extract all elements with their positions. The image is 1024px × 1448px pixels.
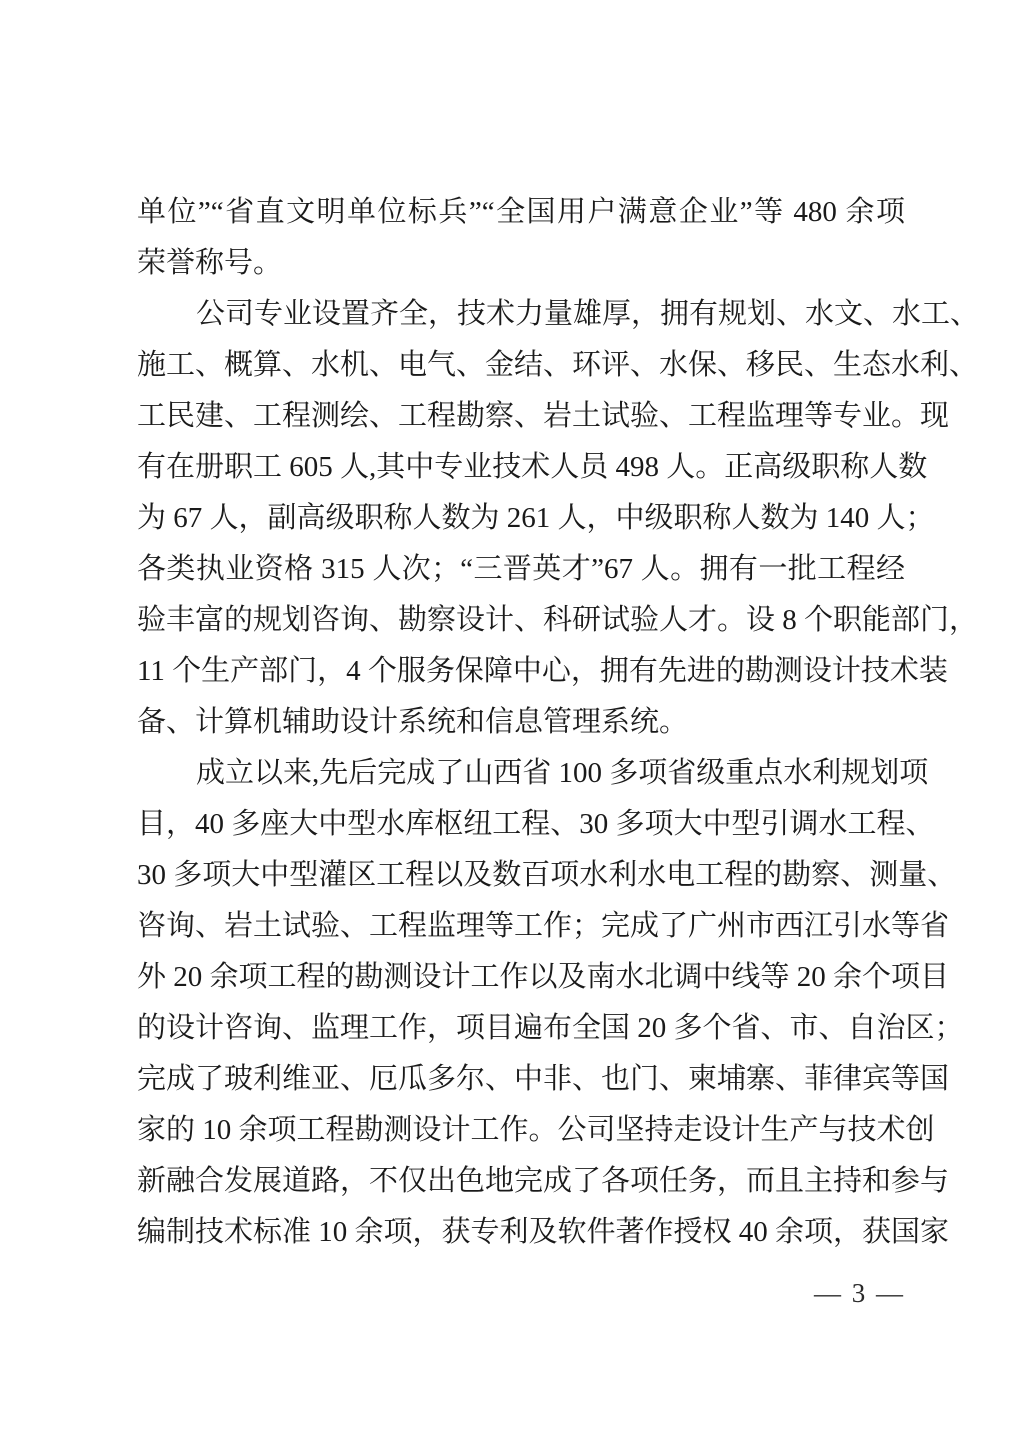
text-line: 为 67 人，副高级职称人数为 261 人，中级职称人数为 140 人； xyxy=(137,502,935,534)
text-line: 11 个生产部门，4 个服务保障中心，拥有先进的勘测设计技术装 xyxy=(137,655,948,687)
text-line: 的设计咨询、监理工作，项目遍布全国 20 多个省、市、自治区； xyxy=(137,1012,964,1044)
text-line: 30 多项大中型灌区工程以及数百项水利水电工程的勘察、测量、 xyxy=(137,859,957,891)
page-number: — 3 — xyxy=(814,1278,905,1308)
text-line: 单位”“省直文明单位标兵”“全国用户满意企业”等 480 余项 xyxy=(137,196,905,228)
text-line: 备、计算机辅助设计系统和信息管理系统。 xyxy=(137,706,689,738)
page-body-text xyxy=(137,187,980,1258)
text-line: 工民建、工程测绘、工程勘察、岩土试验、工程监理等专业。现 xyxy=(137,400,950,432)
text-line: 成立以来,先后完成了山西省 100 多项省级重点水利规划项 xyxy=(196,757,929,789)
text-line: 家的 10 余项工程勘测设计工作。公司坚持走设计生产与技术创 xyxy=(137,1114,935,1146)
text-line: 验丰富的规划咨询、勘察设计、科研试验人才。设 8 个职能部门， xyxy=(137,604,979,636)
text-line: 有在册职工 605 人,其中专业技术人员 498 人。正高级职称人数 xyxy=(137,451,928,483)
text-line: 完成了玻利维亚、厄瓜多尔、中非、也门、柬埔寨、菲律宾等国 xyxy=(137,1063,950,1095)
text-line: 公司专业设置齐全，技术力量雄厚，拥有规划、水文、水工、 xyxy=(196,298,980,330)
text-line: 外 20 余项工程的勘测设计工作以及南水北调中线等 20 余个项目 xyxy=(137,961,950,993)
text-line: 目，40 多座大中型水库枢纽工程、30 多项大中型引调水工程、 xyxy=(137,808,935,840)
text-line: 编制技术标准 10 余项，获专利及软件著作授权 40 余项，获国家 xyxy=(137,1216,950,1248)
text-line: 荣誉称号。 xyxy=(137,247,283,279)
text-line: 新融合发展道路，不仅出色地完成了各项任务，而且主持和参与 xyxy=(137,1165,950,1197)
text-line: 咨询、岩土试验、工程监理等工作；完成了广州市西江引水等省 xyxy=(137,910,950,942)
text-line: 各类执业资格 315 人次；“三晋英才”67 人。拥有一批工程经 xyxy=(137,553,905,585)
text-line: 施工、概算、水机、电气、金结、环评、水保、移民、生态水利、 xyxy=(137,349,979,381)
